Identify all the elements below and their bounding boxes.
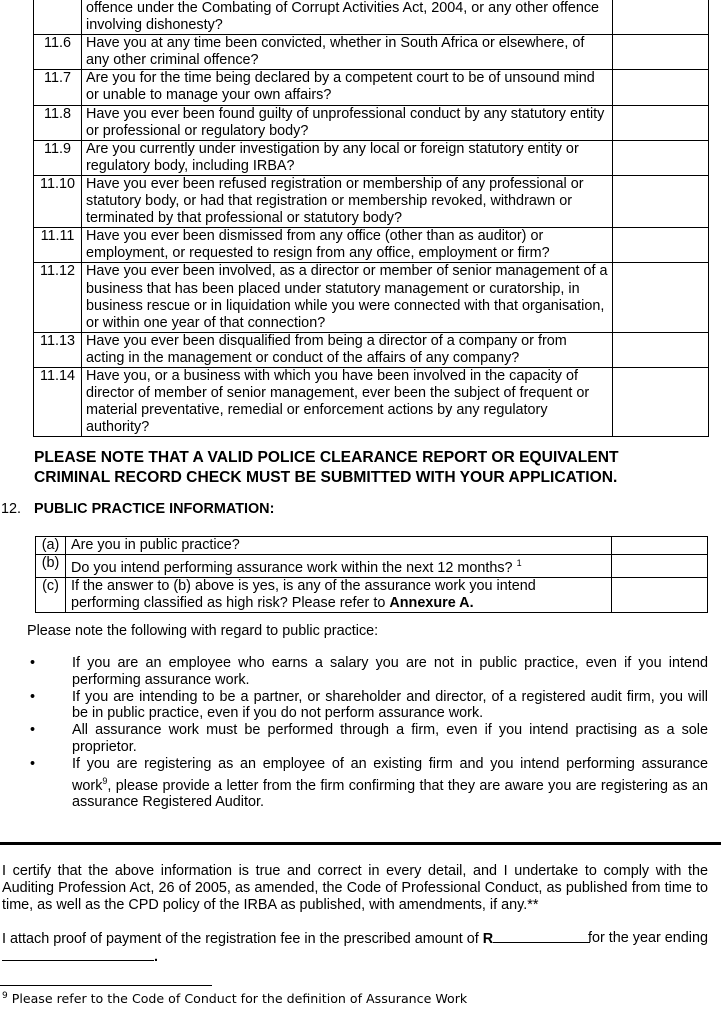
answer-cell[interactable]: [613, 263, 709, 332]
footnote-ref: 9: [102, 775, 108, 786]
section-divider: [0, 842, 721, 845]
footnote-marker: 9: [2, 991, 8, 1001]
bullet-icon: •: [30, 688, 36, 705]
question-text: Have you at any time been convicted, whether in South Africa or elsewhere, of any other criminal offence?: [82, 35, 613, 70]
footnote-divider: [0, 985, 212, 986]
section-title: PUBLIC PRACTICE INFORMATION:: [34, 501, 275, 517]
answer-cell[interactable]: [613, 140, 709, 175]
public-practice-table: [35, 536, 708, 613]
question-text: Have you, or a business with which you have been involved in the capacity of director of member of senior management, ever been the subject of frequent or material preventative, remedial or enforcement actions by any regulatory authority?: [82, 367, 613, 436]
question-number: 11.12: [34, 263, 82, 332]
answer-cell[interactable]: [613, 105, 709, 140]
table-row: [34, 332, 709, 367]
year-ending-label: for the year ending: [587, 930, 708, 946]
question-text: offence under the Combating of Corrupt Activities Act, 2004, or any other offence involving dishonesty?: [82, 0, 613, 35]
question-number: 11.11: [34, 228, 82, 263]
table-row: [34, 0, 709, 35]
question-number: 11.13: [34, 332, 82, 367]
table-row: [34, 70, 709, 105]
disclosure-questions-table: [33, 0, 709, 437]
question-text: Are you currently under investigation by any local or foreign statutory entity or regulatory body, including IRBA?: [82, 140, 613, 175]
table-row: [34, 228, 709, 263]
answer-cell[interactable]: [613, 0, 709, 35]
table-row: [34, 263, 709, 332]
question-number: 11.10: [34, 175, 82, 227]
question-number: 11.7: [34, 70, 82, 105]
question-text: Have you ever been dismissed from any office (other than as auditor) or employment, or requested to resign from any office, employment or firm?: [82, 228, 613, 263]
row-label: (c): [36, 577, 66, 612]
bullet-icon: •: [30, 722, 36, 739]
row-label: (a): [36, 537, 66, 555]
table-row: [34, 140, 709, 175]
answer-cell[interactable]: [613, 367, 709, 436]
table-row: [36, 537, 708, 555]
list-item: • If you are registering as an employee of an existing firm and you intend performing assurance work$^9$, please provide a letter from the firm confirming that they are aware you are registering as an assurance Registered Auditor.: [30, 755, 708, 811]
list-item: • If you are an employee who earns a salary you are not in public practice, even if you intend performing assurance work.: [30, 655, 708, 688]
table-row: [36, 577, 708, 612]
warning-line-1: PLEASE NOTE THAT A VALID POLICE CLEARANCE REPORT OR EQUIVALENT: [34, 449, 619, 466]
list-item: • If you are intending to be a partner, or shareholder and director, of a registered audit firm, you will be in public practice, even if you do not perform assurance work.: [30, 688, 708, 722]
answer-cell[interactable]: [612, 537, 708, 555]
answer-cell[interactable]: [613, 35, 709, 70]
question-number: 11.8: [34, 105, 82, 140]
section-number: 12.: [1, 501, 22, 517]
list-item: • All assurance work must be performed through a firm, even if you intend practising as a sole proprietor.: [30, 722, 708, 755]
table-row: [34, 175, 709, 227]
question-text: Have you ever been refused registration or membership of any professional or statutory body, or had that registration or membership revoked, withdrawn or terminated by that professional or statutory body?: [82, 175, 613, 227]
year-ending-field[interactable]: [2, 948, 154, 961]
public-practice-notes: [30, 655, 708, 811]
certification-statement: I certify that the above information is true and correct in every detail, and I undertake to comply with the Auditing Profession Act, 26 of 2005, as amended, the Code of Professional Conduct, as published from time to time, as well as the CPD policy of the IRBA as published, with amendments, if any.**: [2, 863, 708, 914]
annexure-reference: Annexure A.: [389, 595, 474, 612]
answer-cell[interactable]: [613, 332, 709, 367]
answer-cell[interactable]: [612, 577, 708, 612]
question-text: Have you ever been found guilty of unprofessional conduct by any statutory entity or professional or regulatory body?: [82, 105, 613, 140]
question-text: Are you for the time being declared by a competent court to be of unsound mind or unable to manage your own affairs?: [82, 70, 613, 105]
amount-field[interactable]: [493, 930, 590, 943]
table-row: [36, 555, 708, 578]
answer-cell[interactable]: [613, 70, 709, 105]
row-label: (b): [36, 555, 66, 578]
question-text: Are you in public practice?: [66, 537, 612, 555]
question-text: Do you intend performing assurance work within the next 12 months? $^1$: [66, 555, 612, 578]
question-text: Have you ever been involved, as a director or member of senior management of a business that has been placed under statutory management or curatorship, in business rescue or in liquidation while you were connected with that organisation, or within one year of that connection?: [82, 263, 613, 332]
note-intro: Please note the following with regard to public practice:: [27, 623, 379, 639]
police-clearance-warning: [34, 448, 619, 487]
question-text: If the answer to (b) above is yes, is any of the assurance work you intend performing classified as high risk? Please refer to Annexure A.: [66, 577, 612, 612]
bullet-icon: •: [30, 655, 36, 671]
answer-cell[interactable]: [613, 175, 709, 227]
question-number: 11.9: [34, 140, 82, 175]
question-number: [34, 0, 82, 35]
table-row: [34, 105, 709, 140]
answer-cell[interactable]: [613, 228, 709, 263]
warning-line-2: CRIMINAL RECORD CHECK MUST BE SUBMITTED WITH YOUR APPLICATION.: [34, 468, 618, 486]
question-text: Have you ever been disqualified from being a director of a company or from acting in the management or conduct of the affairs of any company?: [82, 332, 613, 367]
footnote-ref: 1: [516, 558, 522, 569]
table-row: [34, 367, 709, 436]
footnote: $^9$ Please refer to the Code of Conduct for the definition of Assurance Work: [2, 991, 468, 1007]
currency-symbol: R: [482, 931, 494, 947]
question-number: 11.14: [34, 367, 82, 436]
bullet-icon: •: [30, 755, 36, 772]
payment-statement: I attach proof of payment of the registration fee in the prescribed amount of R for the year ending .: [2, 930, 708, 965]
answer-cell[interactable]: [612, 555, 708, 578]
question-number: 11.6: [34, 35, 82, 70]
table-row: [34, 35, 709, 70]
